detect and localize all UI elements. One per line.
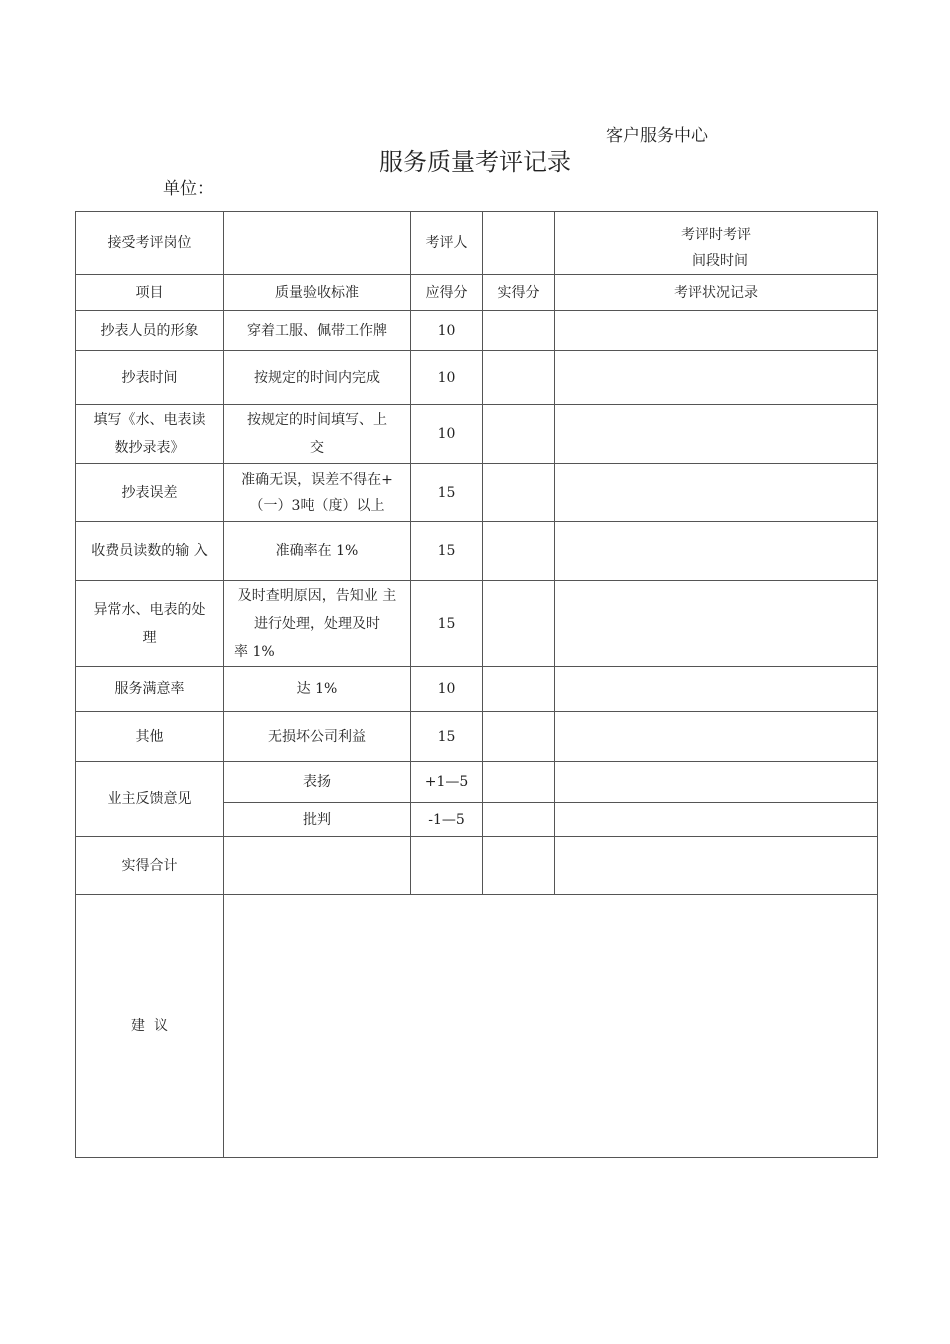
table-row	[76, 667, 878, 712]
page-title: 服务质量考评记录	[379, 148, 571, 176]
row-standard: 达 1%	[224, 667, 411, 712]
row-expected-score: 15	[411, 712, 483, 762]
row-item: 服务满意率	[76, 667, 224, 712]
row-expected-score: 10	[411, 667, 483, 712]
feedback-praise-row	[76, 762, 878, 803]
row-actual-score-cell[interactable]	[483, 667, 555, 712]
period-label-2: 间段时间	[692, 253, 748, 269]
row-actual-score-cell[interactable]	[483, 581, 555, 667]
col-header-standard: 质量验收标准	[224, 275, 411, 311]
row-standard	[224, 464, 411, 522]
column-header-row	[76, 275, 878, 311]
row-item: 抄表人员的形象	[76, 311, 224, 351]
period-cell	[555, 212, 878, 275]
evaluator-value-cell[interactable]	[483, 212, 555, 275]
feedback-praise-label: 表扬	[224, 762, 411, 803]
col-header-expected-score: 应得分	[411, 275, 483, 311]
row-item: 其他	[76, 712, 224, 762]
row-standard-line: 交	[310, 440, 324, 456]
row-item-line: 异常水、电表的处	[93, 601, 206, 618]
row-item	[76, 581, 224, 667]
row-standard-line: 按规定的时间填写、上	[247, 412, 387, 428]
feedback-criticism-score: -1—5	[411, 803, 483, 837]
col-header-record: 考评状况记录	[555, 275, 878, 311]
row-item: 收费员读数的输 入	[76, 522, 224, 581]
suggestion-input-cell[interactable]	[224, 895, 878, 1158]
suggestion-label: 建 议	[76, 895, 224, 1158]
row-record-cell[interactable]	[555, 712, 878, 762]
col-header-item: 项目	[76, 275, 224, 311]
row-standard	[224, 581, 411, 667]
info-row	[76, 212, 878, 275]
row-expected-score: 10	[411, 405, 483, 464]
table-row	[76, 311, 878, 351]
row-standard-line: 率 1%	[234, 643, 275, 660]
post-label: 接受考评岗位	[76, 212, 224, 275]
table-row	[76, 522, 878, 581]
total-actual-cell[interactable]	[483, 837, 555, 895]
row-standard-line: （一）3吨（度）以上	[249, 497, 385, 514]
table-row	[76, 351, 878, 405]
row-record-cell[interactable]	[555, 522, 878, 581]
row-standard-line: 及时查明原因，告知业 主	[237, 587, 397, 604]
row-standard: 准确率在 1%	[224, 522, 411, 581]
evaluator-label: 考评人	[411, 212, 483, 275]
row-record-cell[interactable]	[555, 581, 878, 667]
evaluation-table	[75, 211, 878, 1158]
unit-label: 单位：	[163, 179, 214, 199]
row-standard: 穿着工服、佩带工作牌	[224, 311, 411, 351]
row-actual-score-cell[interactable]	[483, 522, 555, 581]
row-expected-score: 10	[411, 351, 483, 405]
row-expected-score: 15	[411, 464, 483, 522]
row-record-cell[interactable]	[555, 464, 878, 522]
total-record-cell[interactable]	[555, 837, 878, 895]
row-standard: 按规定的时间内完成	[224, 351, 411, 405]
row-item-line: 理	[142, 629, 157, 646]
row-actual-score-cell[interactable]	[483, 405, 555, 464]
feedback-label: 业主反馈意见	[76, 762, 224, 837]
table-row	[76, 464, 878, 522]
row-actual-score-cell[interactable]	[483, 712, 555, 762]
feedback-criticism-label: 批判	[224, 803, 411, 837]
total-row	[76, 837, 878, 895]
row-expected-score: 15	[411, 522, 483, 581]
table-row	[76, 405, 878, 464]
feedback-praise-actual-cell[interactable]	[483, 762, 555, 803]
post-value-cell[interactable]	[224, 212, 411, 275]
row-expected-score: 15	[411, 581, 483, 667]
row-item-line: 填写《水、电表读	[93, 412, 206, 428]
total-label: 实得合计	[76, 837, 224, 895]
org-name: 客户服务中心	[606, 126, 708, 146]
total-expected-cell[interactable]	[411, 837, 483, 895]
row-item: 抄表误差	[76, 464, 224, 522]
row-standard	[224, 405, 411, 464]
table-row	[76, 712, 878, 762]
suggestion-row	[76, 895, 878, 1158]
row-actual-score-cell[interactable]	[483, 464, 555, 522]
period-label-1: 考评时考评	[681, 227, 751, 243]
feedback-criticism-record-cell[interactable]	[555, 803, 878, 837]
row-expected-score: 10	[411, 311, 483, 351]
row-actual-score-cell[interactable]	[483, 311, 555, 351]
row-standard-line: 准确无误，误差不得在+	[241, 471, 393, 488]
row-actual-score-cell[interactable]	[483, 351, 555, 405]
row-standard-line: 进行处理，处理及时	[254, 615, 380, 632]
row-record-cell[interactable]	[555, 667, 878, 712]
row-record-cell[interactable]	[555, 311, 878, 351]
total-standard-cell[interactable]	[224, 837, 411, 895]
row-item	[76, 405, 224, 464]
feedback-praise-score: +1—5	[411, 762, 483, 803]
col-header-actual-score: 实得分	[483, 275, 555, 311]
feedback-criticism-actual-cell[interactable]	[483, 803, 555, 837]
row-record-cell[interactable]	[555, 351, 878, 405]
feedback-praise-record-cell[interactable]	[555, 762, 878, 803]
row-item-line: 数抄录表》	[114, 440, 185, 456]
table-row	[76, 581, 878, 667]
row-standard: 无损坏公司利益	[224, 712, 411, 762]
row-record-cell[interactable]	[555, 405, 878, 464]
row-item: 抄表时间	[76, 351, 224, 405]
